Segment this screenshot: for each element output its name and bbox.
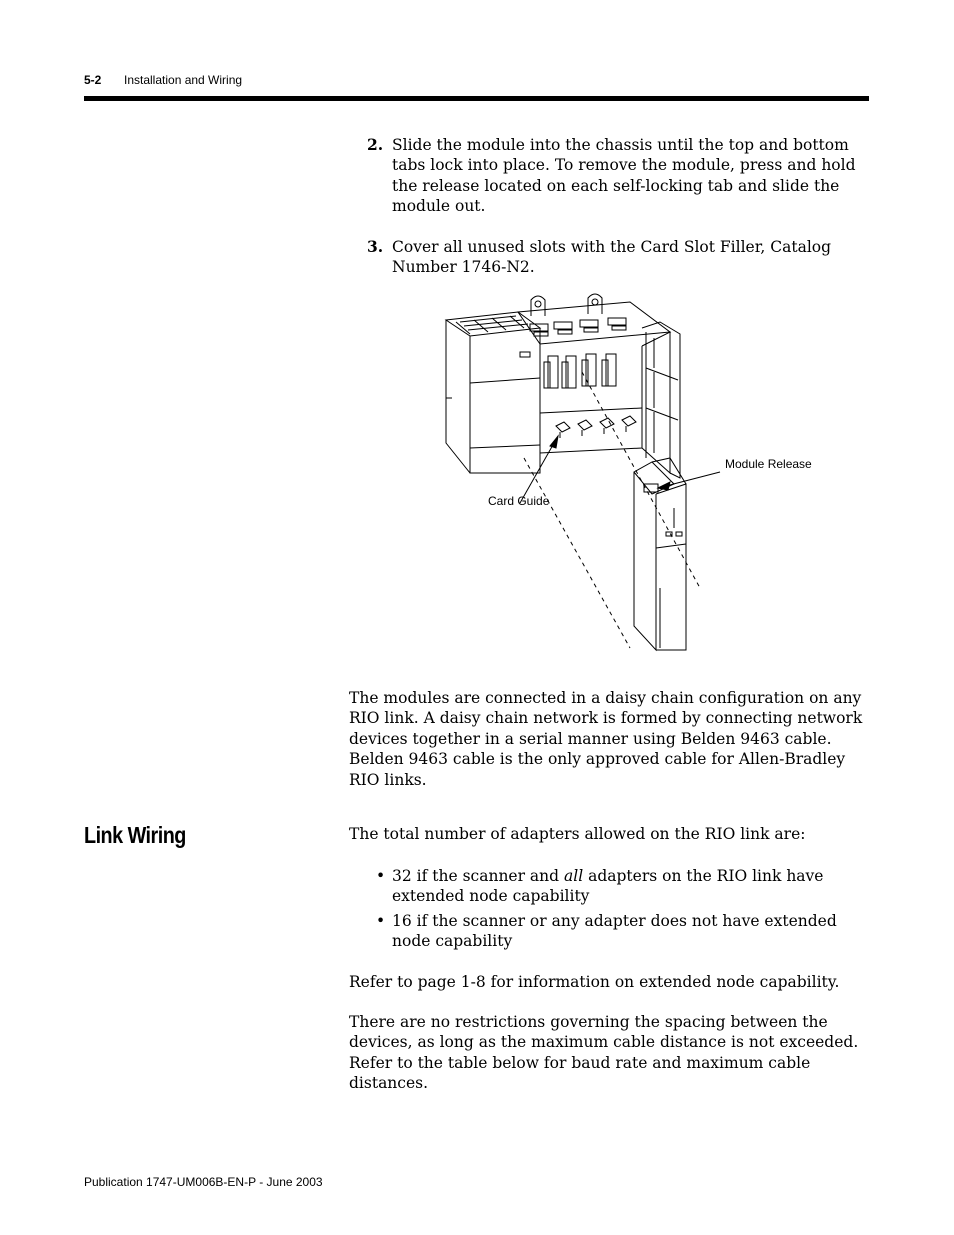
link-wiring-intro: The total number of adapters allowed on the RIO link are: xyxy=(349,825,806,843)
bullet-text: 32 if the scanner and all adapters on the RIO link have extended node capability xyxy=(392,867,824,906)
header-rule xyxy=(84,96,869,101)
spacing-paragraph: There are no restrictions governing the spacing between the devices, as long as the maximum cable distance is not exceeded. Refer to the table below for baud rate and maximum cable distances. xyxy=(349,1013,859,1093)
chassis-module-figure xyxy=(430,288,830,660)
daisy-chain-paragraph: The modules are connected in a daisy chain configuration on any RIO link. A daisy chain network is formed by connecting network devices together in a serial manner using Belden 9463 cable. Belden 9463 cable is the only approved cable for Allen-Bradley RIO links. xyxy=(349,689,863,789)
step-text: Slide the module into the chassis until the top and bottom tabs lock into place. To remove the module, press and hold the release located on each self-locking tab and slide the module out. xyxy=(392,136,856,216)
chassis-drawing xyxy=(430,288,830,660)
running-header xyxy=(84,73,243,87)
bullet-dot-icon: • xyxy=(376,867,386,885)
section-title: Installation and Wiring xyxy=(124,73,243,87)
step-number: 2. xyxy=(367,135,384,154)
step-text: Cover all unused slots with the Card Slot Filler, Catalog Number 1746-N2. xyxy=(392,238,832,277)
step-number: 3. xyxy=(367,237,384,256)
bullet-dot-icon: • xyxy=(376,912,386,930)
page-number: 5-2 xyxy=(84,73,102,87)
bullet-text: 16 if the scanner or any adapter does not have extended node capability xyxy=(392,912,837,951)
module-release-label: Module Release xyxy=(725,457,812,471)
refer-paragraph: Refer to page 1-8 for information on extended node capability. xyxy=(349,973,840,991)
publication-footer: Publication 1747-UM006B-EN-P - June 2003 xyxy=(84,1175,323,1189)
card-guide-label: Card Guide xyxy=(488,494,550,508)
section-heading: Link Wiring xyxy=(84,822,186,848)
